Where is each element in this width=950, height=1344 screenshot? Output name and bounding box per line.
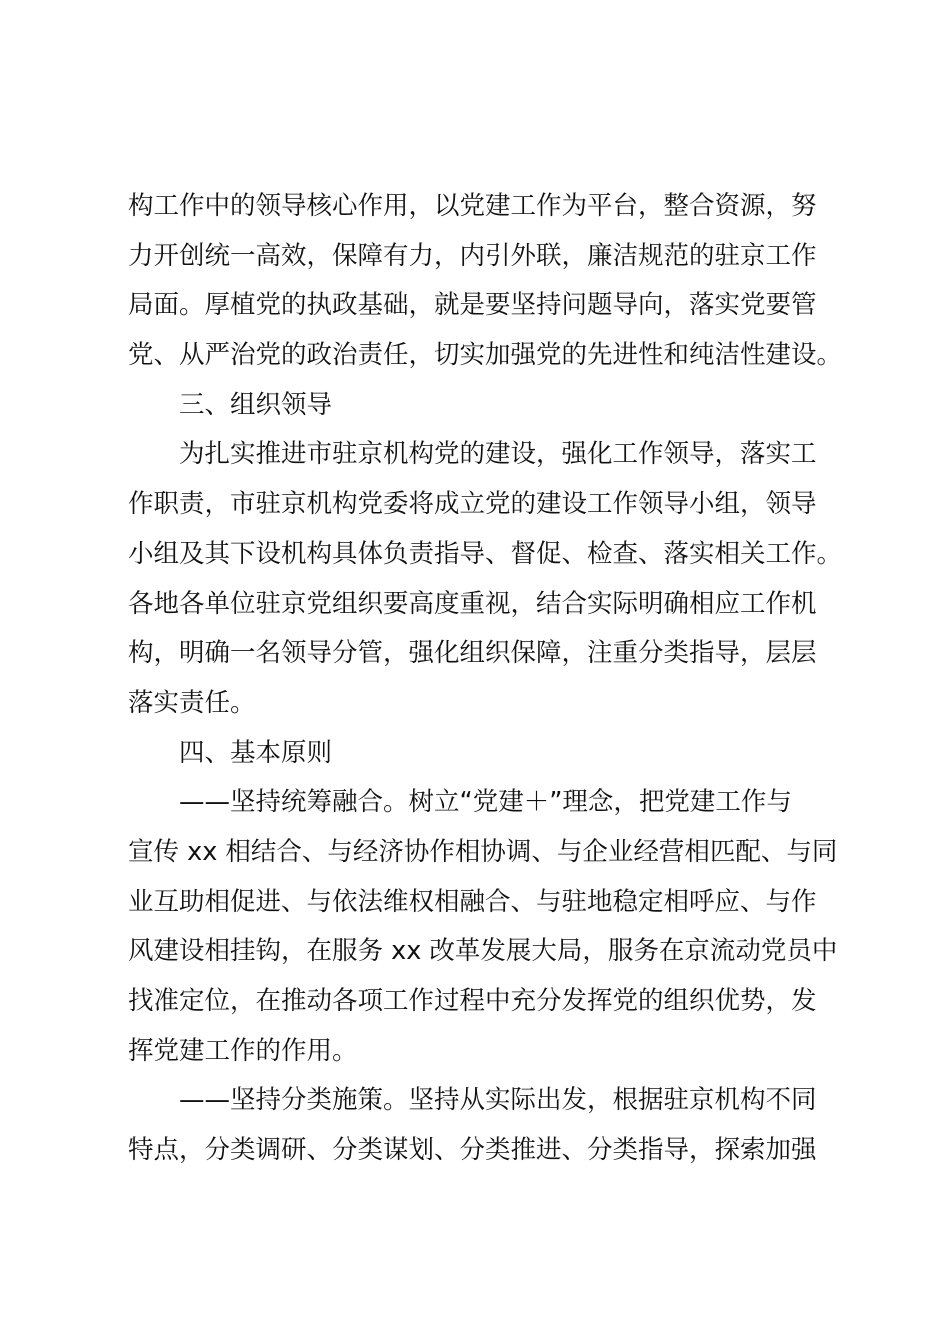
section-heading: 四、基本原则 [179,737,333,768]
body-line: 落实责任。 [128,687,256,718]
body-line: 作职责，市驻京机构党委将成立党的建设工作领导小组，领导 [128,489,817,520]
body-line: 为扎实推进市驻京机构党的建设，强化工作领导，落实工 [179,439,817,470]
body-line: 力开创统一高效，保障有力，内引外联，廉洁规范的驻京工作 [128,240,817,271]
body-line: 特点，分类调研、分类谋划、分类推进、分类指导，探索加强 [128,1135,817,1166]
body-line: 构，明确一名领导分管，强化组织保障，注重分类指导，层层 [128,638,817,669]
body-line: 风建设相挂钩，在服务 xx 改革发展大局，服务在京流动党员中 [128,936,838,967]
section-heading: 三、组织领导 [179,389,333,420]
body-line: ——坚持分类施策。坚持从实际出发，根据驻京机构不同 [179,1085,817,1116]
body-line: 党、从严治党的政治责任，切实加强党的先进性和纯洁性建设。 [128,340,843,371]
body-line: 宣传 xx 相结合、与经济协作相协调、与企业经营相匹配、与同 [128,836,838,867]
body-line: 构工作中的领导核心作用，以党建工作为平台，整合资源，努 [128,191,817,221]
body-line: ——坚持统筹融合。树立“党建＋”理念，把党建工作与 [179,787,792,818]
body-line: 找准定位，在推动各项工作过程中充分发挥党的组织优势，发 [128,986,817,1016]
body-line: 各地各单位驻京党组织要高度重视，结合实际明确相应工作机 [128,588,817,619]
body-line: 挥党建工作的作用。 [128,1035,358,1066]
body-line: 小组及其下设机构具体负责指导、督促、检查、落实相关工作。 [128,538,843,569]
body-line: 业互助相促进、与依法维权相融合、与驻地稳定相呼应、与作 [128,886,817,917]
body-line: 局面。厚植党的执政基础，就是要坚持问题导向，落实党要管 [128,290,817,321]
document-body [128,182,843,1176]
